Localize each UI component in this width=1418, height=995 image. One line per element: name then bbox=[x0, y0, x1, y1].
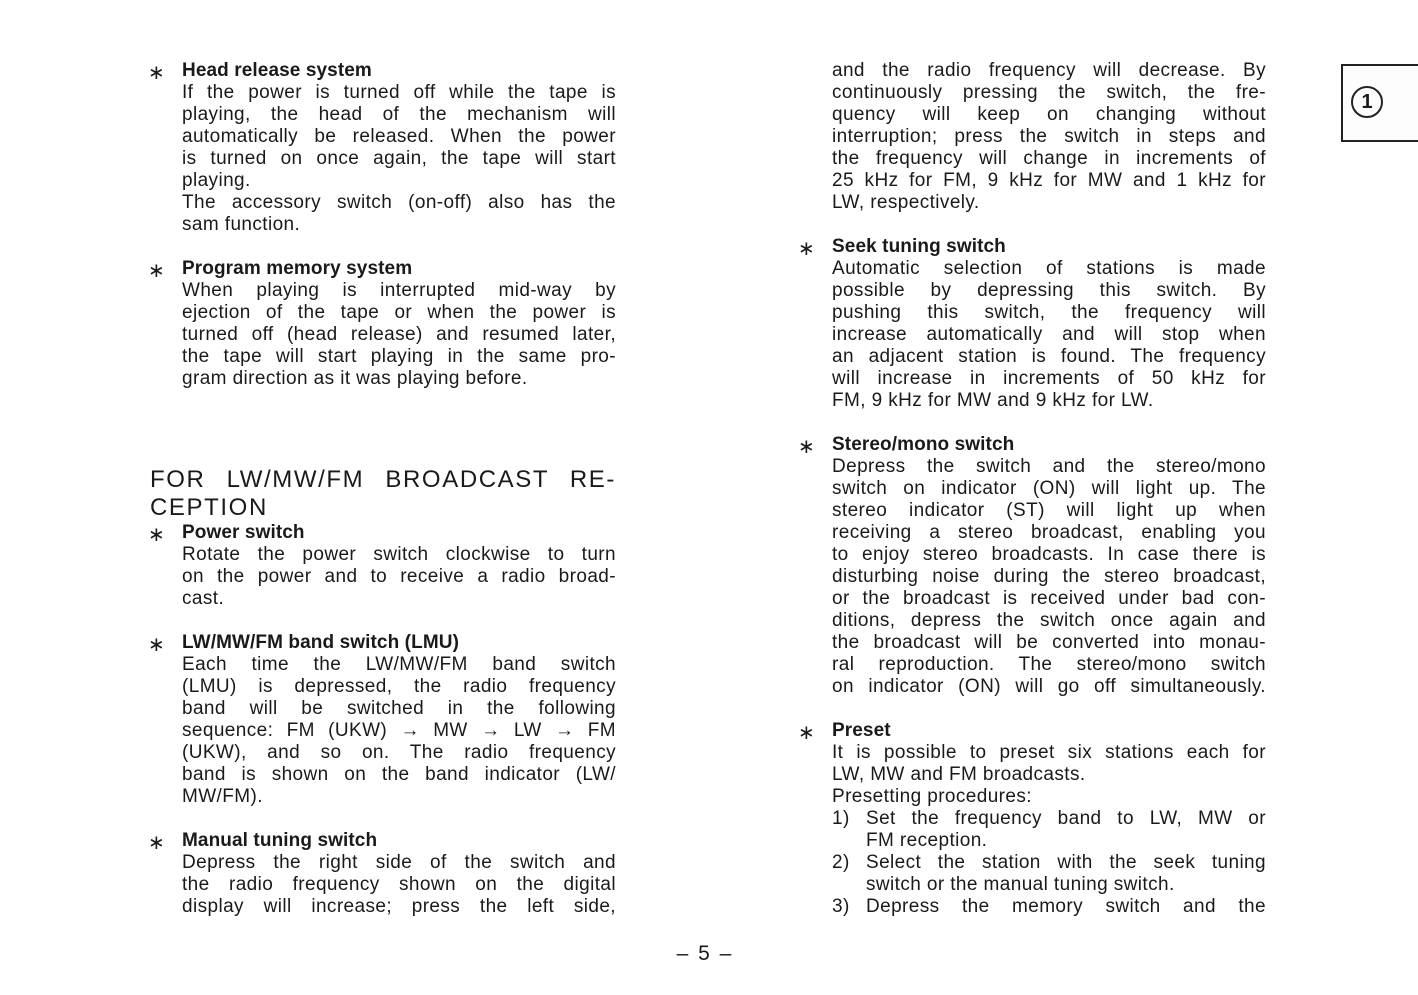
text-line: Depress the right side of the switch and bbox=[182, 852, 616, 873]
text-line: interruption; press the switch in steps and bbox=[832, 126, 1266, 147]
text-line: playing, the head of the mechanism will bbox=[182, 104, 616, 125]
text-line: Automatic selection of stations is made bbox=[832, 258, 1266, 279]
text-line: Each time the LW/MW/FM band switch bbox=[182, 654, 616, 675]
text-line: The accessory switch (on-off) also has the bbox=[182, 192, 616, 213]
text-line: Depress the switch and the stereo/mono bbox=[832, 456, 1266, 477]
text-line: or the broadcast is received under bad con- bbox=[832, 588, 1266, 609]
section-body bbox=[832, 742, 1266, 808]
text-line: disturbing noise during the stereo broadcast, bbox=[832, 566, 1266, 587]
text-line: automatically be released. When the power bbox=[182, 126, 616, 147]
text-line: playing. bbox=[182, 170, 251, 191]
bullet-star-icon: ∗ bbox=[798, 238, 815, 260]
text-line: Presetting procedures: bbox=[832, 786, 1032, 807]
text-line: MW/FM). bbox=[182, 786, 263, 807]
step-number: 1) bbox=[832, 808, 850, 829]
step-number: 2) bbox=[832, 852, 850, 873]
section-heading: LW/MW/FM band switch (LMU) bbox=[182, 632, 459, 653]
section-manual-tuning-continued bbox=[796, 60, 1266, 214]
text-line: Depress the memory switch and the bbox=[866, 896, 1266, 917]
text-line: When playing is interrupted mid-way by bbox=[182, 280, 616, 301]
section-manual-tuning bbox=[146, 830, 616, 918]
section-body bbox=[832, 60, 1266, 214]
text-line: on the power and to receive a radio broad- bbox=[182, 566, 616, 587]
text-line: Set the frequency band to LW, MW or bbox=[866, 808, 1266, 829]
text-line: quency will keep on changing without bbox=[832, 104, 1266, 125]
right-column bbox=[796, 60, 1266, 918]
section-heading: Preset bbox=[832, 720, 891, 741]
section-body bbox=[182, 280, 616, 390]
text-line: to enjoy stereo broadcasts. In case there is bbox=[832, 544, 1266, 565]
section-heading: Manual tuning switch bbox=[182, 830, 378, 851]
title-line: FOR LW/MW/FM BROADCAST RE- bbox=[150, 466, 616, 493]
section-heading: Seek tuning switch bbox=[832, 236, 1006, 257]
text-line: ejection of the tape or when the power is bbox=[182, 302, 616, 323]
section-body bbox=[182, 82, 616, 236]
section-body bbox=[182, 544, 616, 610]
text-line: Select the station with the seek tuning bbox=[866, 852, 1266, 873]
section-power-switch bbox=[146, 522, 616, 610]
chapter-number-badge: 1 bbox=[1351, 86, 1383, 118]
text-line: If the power is turned off while the tape is bbox=[182, 82, 616, 103]
text-line: sequence: FM (UKW) → MW → LW → FM bbox=[182, 720, 616, 741]
text-line: band is shown on the band indicator (LW/ bbox=[182, 764, 616, 785]
section-body bbox=[182, 852, 616, 918]
text-line: sam function. bbox=[182, 214, 301, 235]
text-line: FM reception. bbox=[866, 830, 988, 851]
bullet-star-icon: ∗ bbox=[148, 62, 165, 84]
section-preset bbox=[796, 720, 1266, 918]
text-line: an adjacent station is found. The frequency bbox=[832, 346, 1266, 367]
list-item bbox=[832, 808, 1266, 852]
section-seek-tuning bbox=[796, 236, 1266, 412]
text-line: is turned on once again, the tape will start bbox=[182, 148, 616, 169]
text-line: the tape will start playing in the same pro- bbox=[182, 346, 616, 367]
section-heading: Program memory system bbox=[182, 258, 413, 279]
bullet-star-icon: ∗ bbox=[798, 436, 815, 458]
section-program-memory bbox=[146, 258, 616, 390]
bullet-star-icon: ∗ bbox=[148, 260, 165, 282]
text-line: receiving a stereo broadcast, enabling you bbox=[832, 522, 1266, 543]
text-line: (LMU) is depressed, the radio frequency bbox=[182, 676, 616, 697]
text-line: on indicator (ON) will go off simultaneously. bbox=[832, 676, 1266, 697]
text-line: gram direction as it was playing before. bbox=[182, 368, 528, 389]
section-band-switch bbox=[146, 632, 616, 808]
text-line: (UKW), and so on. The radio frequency bbox=[182, 742, 616, 763]
text-line: band will be switched in the following bbox=[182, 698, 616, 719]
preset-steps-list bbox=[832, 808, 1266, 918]
bullet-star-icon: ∗ bbox=[148, 634, 165, 656]
text-line: LW, MW and FM broadcasts. bbox=[832, 764, 1086, 785]
text-line: ral reproduction. The stereo/mono switch bbox=[832, 654, 1266, 675]
text-line: cast. bbox=[182, 588, 225, 609]
text-line: stereo indicator (ST) will light up when bbox=[832, 500, 1266, 521]
list-item bbox=[832, 896, 1266, 918]
section-body bbox=[832, 258, 1266, 412]
step-number: 3) bbox=[832, 896, 850, 917]
text-line: the frequency will change in increments of bbox=[832, 148, 1266, 169]
text-line: increase automatically and will stop when bbox=[832, 324, 1266, 345]
text-line: ditions, depress the switch once again and bbox=[832, 610, 1266, 631]
title-line: CEPTION bbox=[150, 494, 268, 521]
list-item bbox=[832, 852, 1266, 896]
text-line: 25 kHz for FM, 9 kHz for MW and 1 kHz for bbox=[832, 170, 1266, 191]
section-body bbox=[182, 654, 616, 808]
section-heading: Head release system bbox=[182, 60, 372, 81]
text-line: the radio frequency shown on the digital bbox=[182, 874, 616, 895]
text-line: and the radio frequency will decrease. By bbox=[832, 60, 1266, 81]
chapter-tab bbox=[1341, 64, 1418, 142]
text-line: FM, 9 kHz for MW and 9 kHz for LW. bbox=[832, 390, 1154, 411]
text-line: display will increase; press the left side, bbox=[182, 896, 616, 917]
text-line: It is possible to preset six stations each for bbox=[832, 742, 1266, 763]
section-heading: Power switch bbox=[182, 522, 305, 543]
section-head-release bbox=[146, 60, 616, 236]
text-line: switch or the manual tuning switch. bbox=[866, 874, 1175, 895]
text-line: Rotate the power switch clockwise to turn bbox=[182, 544, 616, 565]
text-line: pushing this switch, the frequency will bbox=[832, 302, 1266, 323]
left-column bbox=[146, 60, 616, 918]
text-line: LW, respectively. bbox=[832, 192, 980, 213]
text-line: continuously pressing the switch, the fre- bbox=[832, 82, 1266, 103]
text-line: will increase in increments of 50 kHz for bbox=[832, 368, 1266, 389]
bullet-star-icon: ∗ bbox=[798, 722, 815, 744]
text-line: turned off (head release) and resumed later, bbox=[182, 324, 616, 345]
bullet-star-icon: ∗ bbox=[148, 832, 165, 854]
section-stereo-mono bbox=[796, 434, 1266, 698]
text-line: the broadcast will be converted into monau- bbox=[832, 632, 1266, 653]
text-line: switch on indicator (ON) will light up. The bbox=[832, 478, 1266, 499]
broadcast-reception-title bbox=[146, 466, 616, 522]
page-number: – 5 – bbox=[676, 942, 734, 965]
section-heading: Stereo/mono switch bbox=[832, 434, 1015, 455]
section-body bbox=[832, 456, 1266, 698]
bullet-star-icon: ∗ bbox=[148, 524, 165, 546]
text-line: possible by depressing this switch. By bbox=[832, 280, 1266, 301]
